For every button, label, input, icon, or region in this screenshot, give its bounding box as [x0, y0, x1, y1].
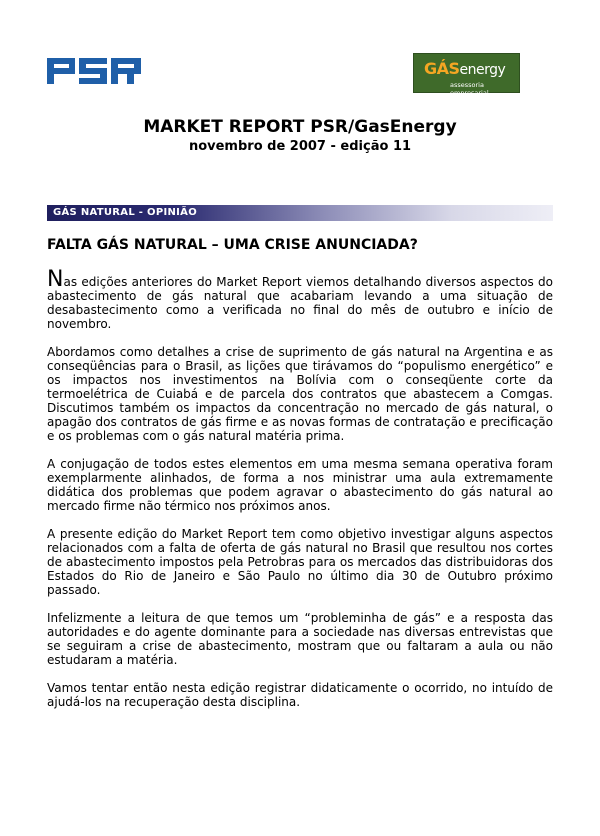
report-subtitle: novembro de 2007 - edição 11 [188, 139, 412, 154]
report-title: MARKET REPORT PSR/GasEnergy [143, 117, 457, 137]
article-body [47, 267, 553, 723]
gasenergy-wordmark: GÁSenergy [424, 59, 506, 78]
gasenergy-tagline: assessoria empresarial [450, 81, 489, 97]
paragraph: Abordamos como detalhes a crise de suprimento de gás natural na Argentina e as conseqüências para o Brasil, as lições que tirávamos do “populismo energético” e os impactos nos investimentos na Bolívia com o conseqüente corte da termoelétrica de Cuiabá e de parcela dos contratos que abastecem a Comgas. Discutimos também os impactos da concentração no mercado de gás natural, o apagão dos contratos de gás firme e as novas formas de contratação e precificação e os problemas com o gás natural matéria prima. [47, 345, 553, 443]
gasenergy-logo [413, 53, 520, 97]
paragraph: Nas edições anteriores do Market Report viemos detalhando diversos aspectos do abastecimento de gás natural que acabariam levando a uma situação de desabastecimento como a verificada no final do mês de outubro e início de novembro. [47, 267, 553, 331]
section-label: GÁS NATURAL - OPINIÃO [53, 207, 198, 218]
paragraph: A presente edição do Market Report tem como objetivo investigar alguns aspectos relacionados com a falta de oferta de gás natural no Brasil que resultou nos cortes de abastecimento impostos pela Petrobras para os mercados das distribuidoras dos Estados do Rio de Janeiro e São Paulo no último dia 30 de Outubro próximo passado. [47, 527, 553, 597]
drop-cap: N [47, 267, 64, 292]
section-header-bar [47, 205, 553, 221]
article-headline: FALTA GÁS NATURAL – UMA CRISE ANUNCIADA? [47, 237, 418, 253]
paragraph: Infelizmente a leitura de que temos um “probleminha de gás” e a resposta das autoridades e do agente dominante para a sociedade nas diversas entrevistas que se seguiram a crise de abastecimento, mostram que ou faltaram a aula ou não estudaram a matéria. [47, 611, 553, 667]
psr-logo [47, 58, 141, 84]
psr-logo-graphic [47, 58, 141, 84]
paragraph: A conjugação de todos estes elementos em uma mesma semana operativa foram exemplarmente alinhados, de forma a nos ministrar uma aula extremamente didática dos problemas que podem agravar o abastecimento do gás natural ao mercado firme não térmico nos próximos anos. [47, 457, 553, 513]
paragraph: Vamos tentar então nesta edição registrar didaticamente o ocorrido, no intuído de ajudá-los na recuperação desta disciplina. [47, 681, 553, 709]
